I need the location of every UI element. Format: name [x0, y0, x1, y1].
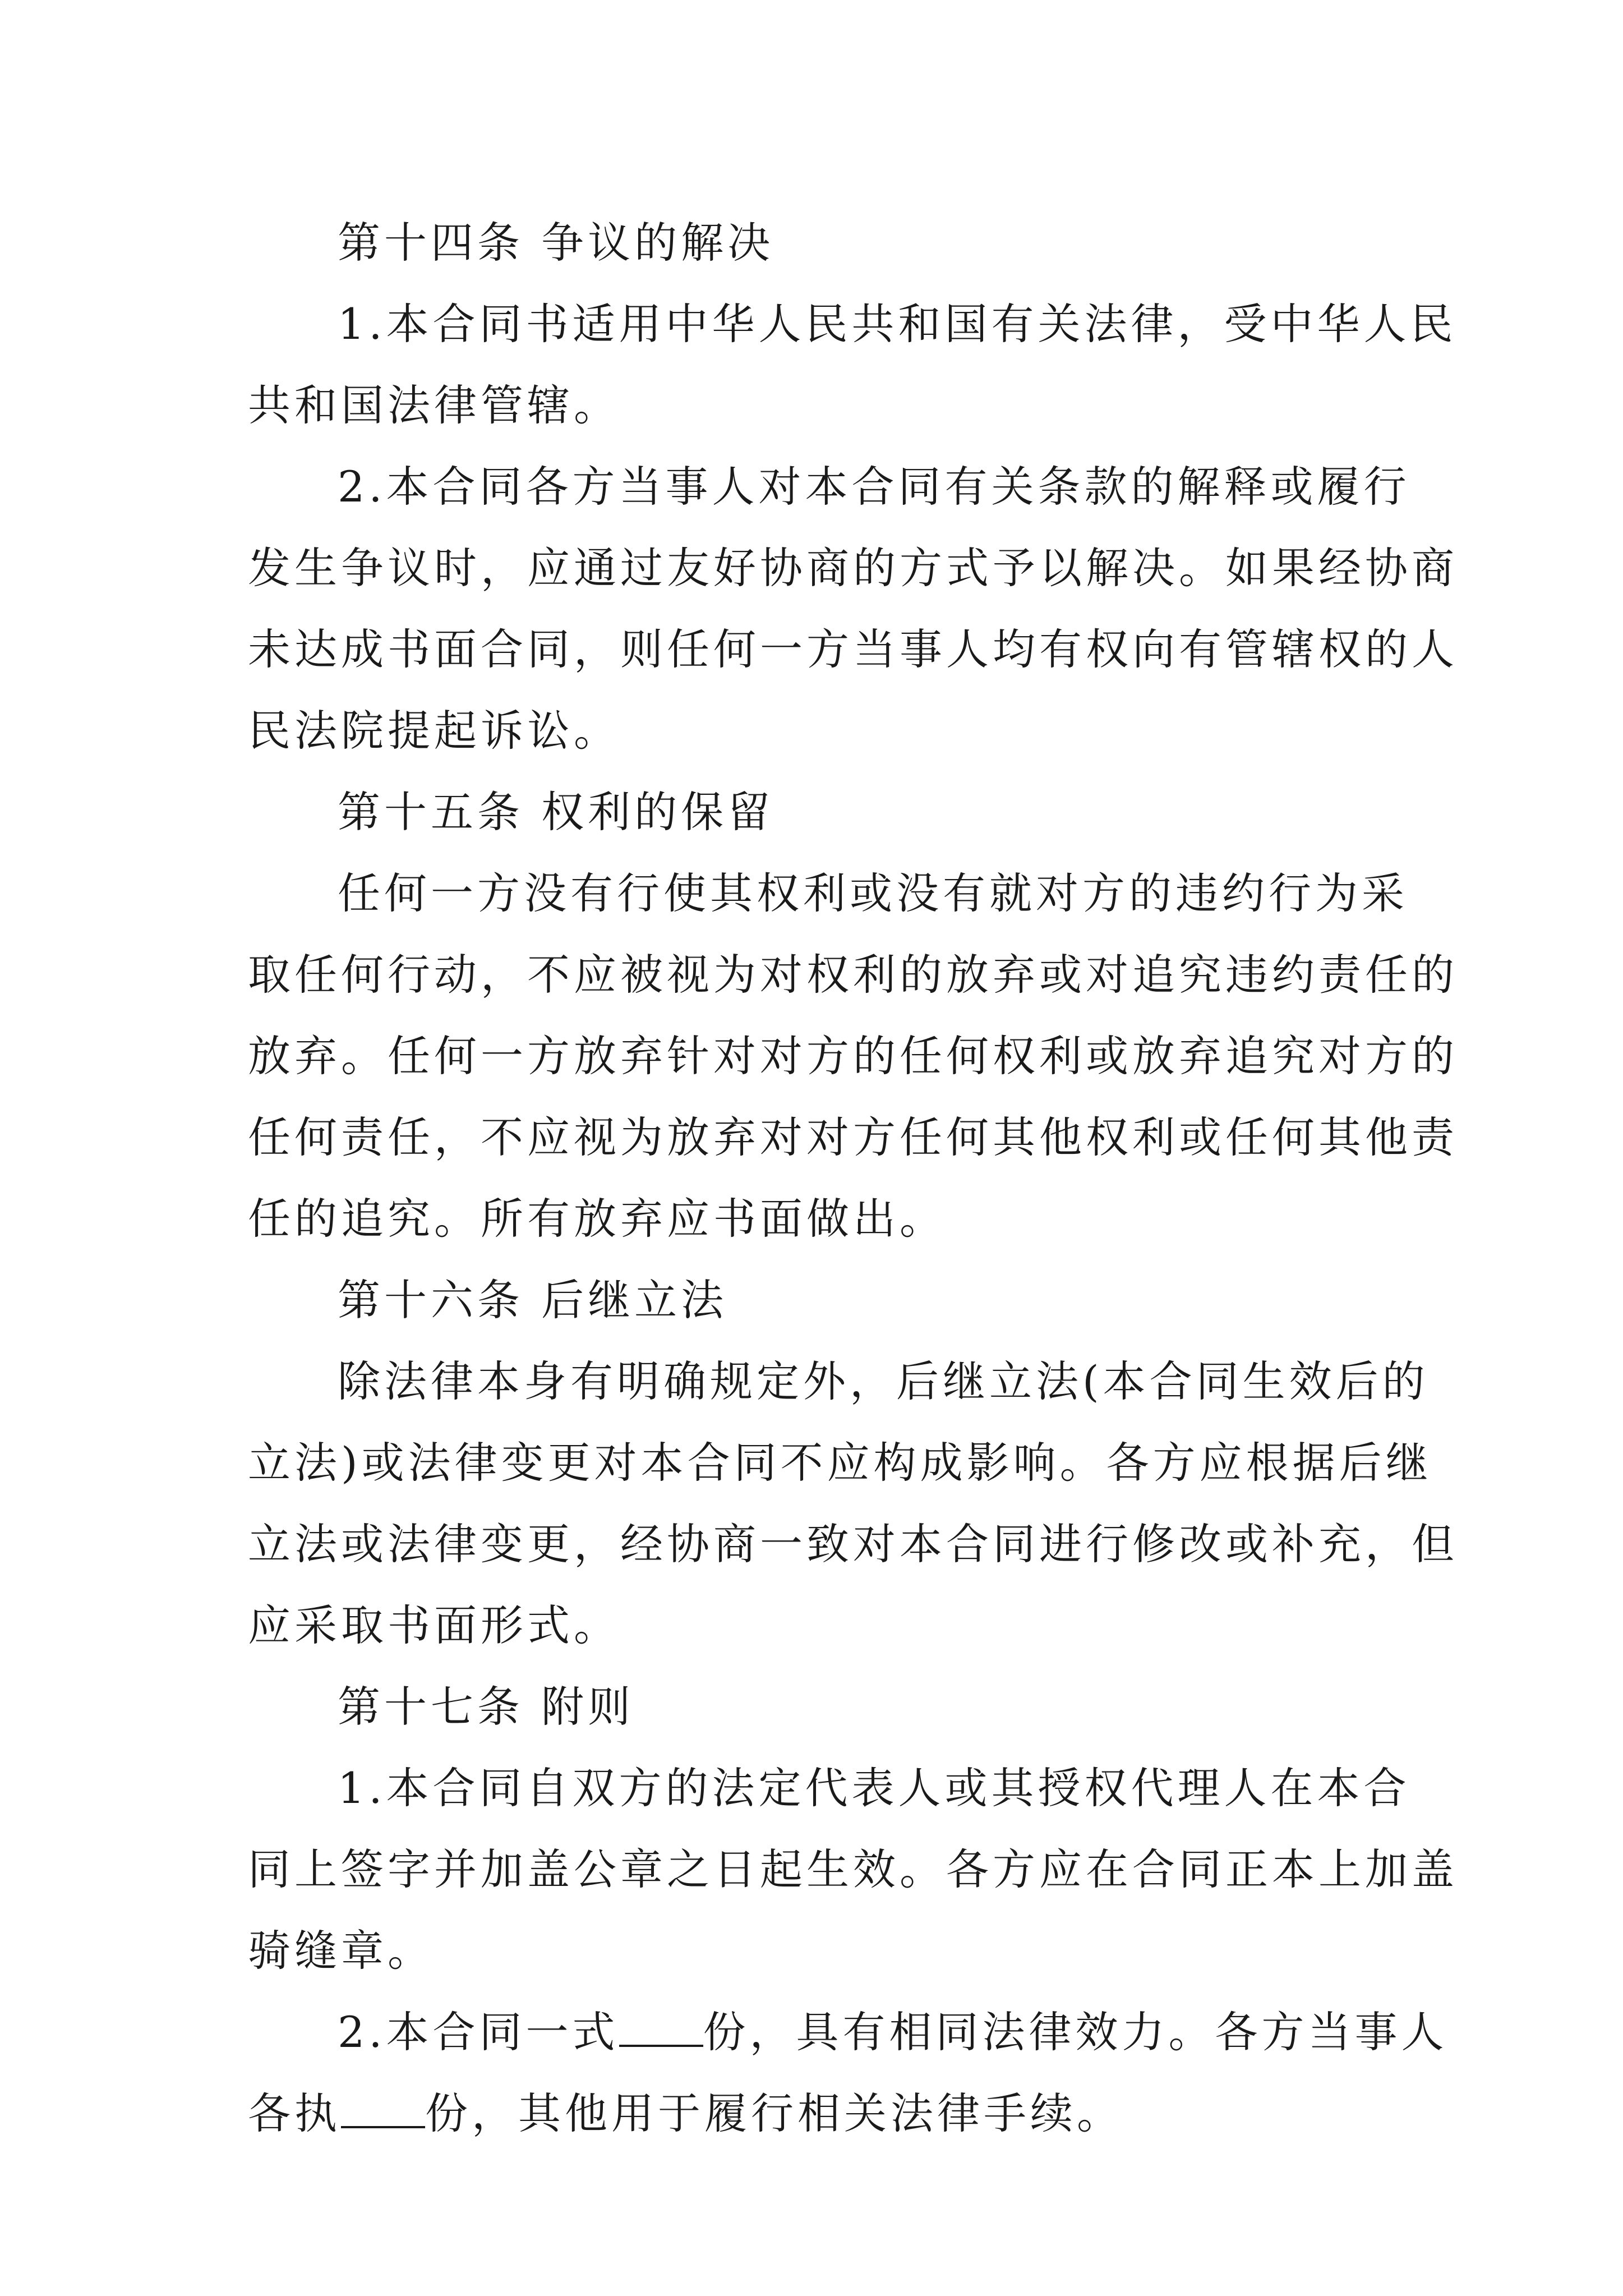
hold-clause-text: 各执 [248, 2088, 341, 2138]
article-15-heading: 第十五条 权利的保留 [338, 787, 774, 837]
article-16-heading: 第十六条 后继立法 [338, 1275, 728, 1325]
copies-clause-text: 2.本合同一式 [338, 2007, 619, 2057]
copies-clause-text: 份，具有相同法律效力。各方当事人 [703, 2007, 1448, 2057]
paragraph-line: 发生争议时，应通过友好协商的方式予以解决。如果经协商 [248, 543, 1458, 593]
paragraph-line: 任的追究。所有放弃应书面做出。 [248, 1194, 946, 1244]
paragraph-line: 立法或法律变更，经协商一致对本合同进行修改或补充，但 [248, 1519, 1458, 1569]
paragraph-line: 1.本合同书适用中华人民共和国有关法律，受中华人民 [338, 299, 1457, 349]
hold-clause-line [248, 2073, 1381, 2154]
article-14-heading: 第十四条 争议的解决 [338, 218, 774, 268]
paragraph-line: 1.本合同自双方的法定代表人或其授权代理人在本合 [338, 1763, 1410, 1813]
paragraph-line: 共和国法律管辖。 [248, 380, 620, 430]
copies-clause-line [248, 1991, 1448, 2073]
paragraph-line: 同上签字并加盖公章之日起生效。各方应在合同正本上加盖 [248, 1844, 1458, 1894]
paragraph-line: 取任何行动，不应被视为对权利的放弃或对追究违约责任的 [248, 950, 1458, 1000]
hold-clause-text: 份，其他用于履行相关法律手续。 [425, 2088, 1123, 2138]
paragraph-line: 任何责任，不应视为放弃对对方任何其他权利或任何其他责 [248, 1112, 1458, 1162]
paragraph-line: 立法)或法律变更对本合同不应构成影响。各方应根据后继 [248, 1438, 1432, 1488]
paragraph-line: 除法律本身有明确规定外，后继立法(本合同生效后的 [338, 1356, 1429, 1406]
paragraph-line: 民法院提起诉讼。 [248, 706, 620, 756]
paragraph-line: 任何一方没有行使其权利或没有就对方的违约行为采 [338, 868, 1408, 918]
paragraph-line: 放弃。任何一方放弃针对对方的任何权利或放弃追究对方的 [248, 1031, 1458, 1081]
paragraph-line: 应采取书面形式。 [248, 1600, 620, 1650]
paragraph-line: 2.本合同各方当事人对本合同有关条款的解释或履行 [338, 462, 1410, 512]
hold-count-blank [341, 2090, 425, 2128]
paragraph-line: 骑缝章。 [248, 1926, 434, 1976]
paragraph-line: 未达成书面合同，则任何一方当事人均有权向有管辖权的人 [248, 624, 1458, 674]
copies-count-blank [619, 2009, 703, 2047]
document-body [248, 202, 1458, 2154]
article-17-heading: 第十七条 附则 [338, 1682, 635, 1732]
